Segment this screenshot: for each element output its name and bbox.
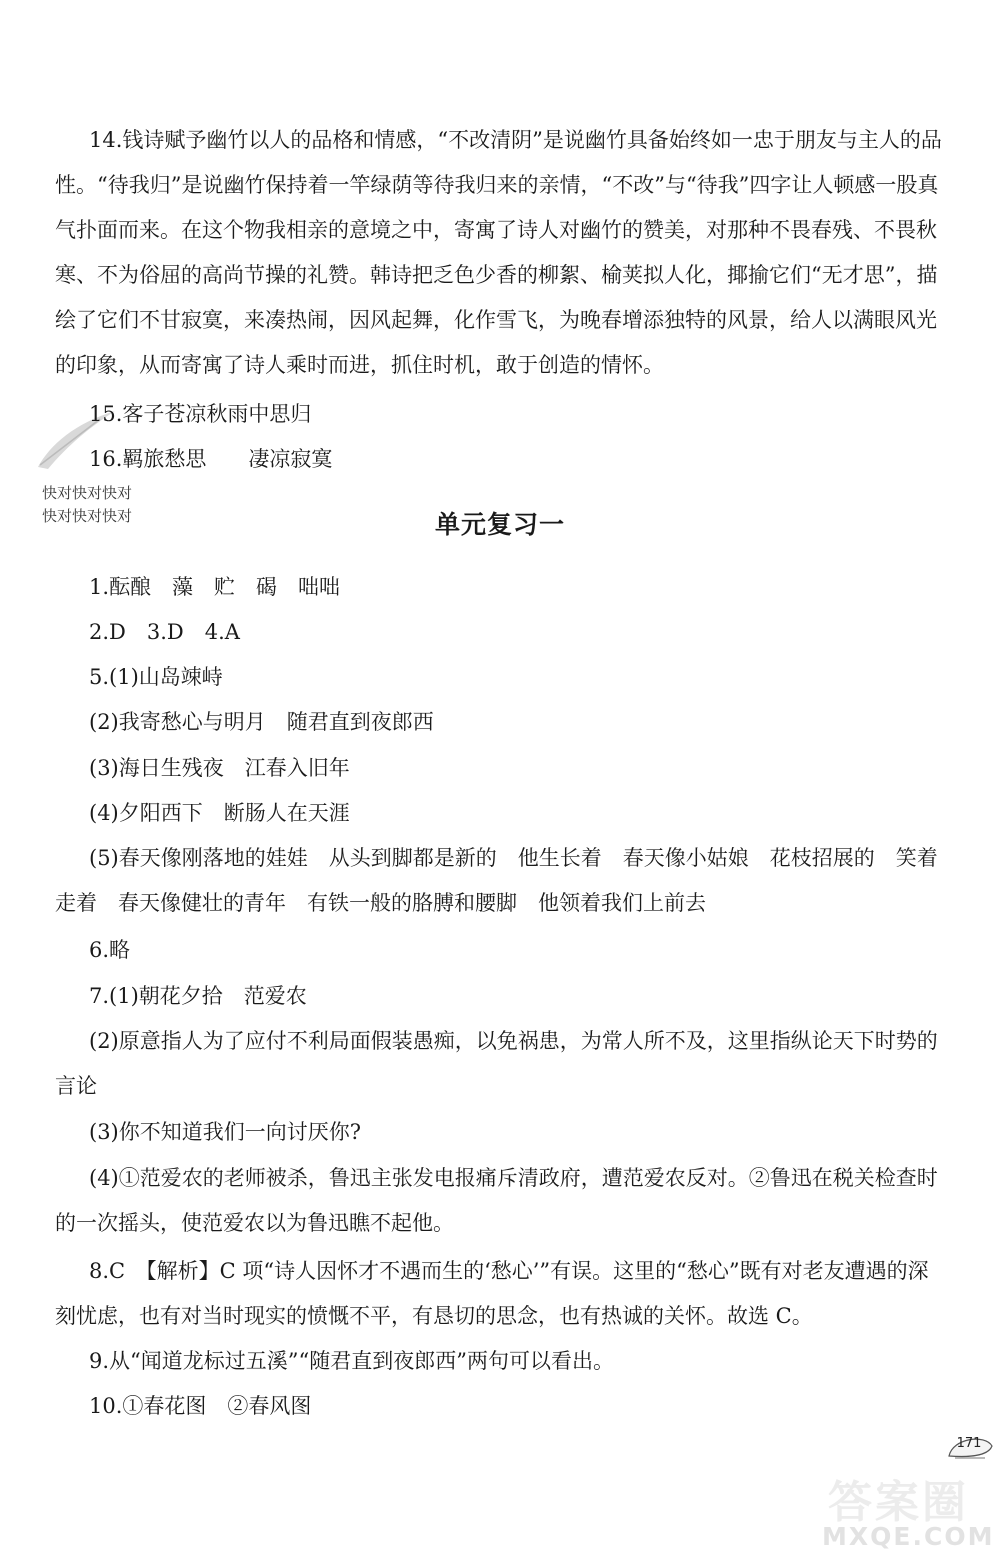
answer-7-2: (2)原意指人为了应付不利局面假装愚痴，以免祸患，为常人所不及，这里指纵论天下时势的言论 [55, 1029, 938, 1098]
section-title: 单元复习一 [434, 510, 565, 539]
answer-7-1: 7.(1)朝花夕拾 范爱农 [89, 984, 307, 1008]
answer-6: 6.略 [89, 938, 131, 962]
url-watermark: MXQE.COM [822, 1522, 995, 1551]
answer-5-2: (2)我寄愁心与明月 随君直到夜郎西 [89, 710, 434, 734]
answer-10: 10.①春花图 ②春风图 [89, 1394, 312, 1418]
answer-7-4: (4)①范爱农的老师被杀，鲁迅主张发电报痛斥清政府，遭范爱农反对。②鲁迅在税关检查时的一次摇头，使范爱农以为鲁迅瞧不起他。 [55, 1166, 938, 1235]
answer-8: 8.C 【解析】C 项“诗人因怀才不遇而生的‘愁心’”有误。这里的“愁心”既有对老友遭遇的深刻忧虑，也有对当时现实的愤慨不平，有恳切的思念，也有热诚的关怀。故选 C。 [55, 1259, 929, 1328]
answer-14: 14.钱诗赋予幽竹以人的品格和情感，“不改清阴”是说幽竹具备始终如一忠于朋友与主人的品性。“待我归”是说幽竹保持着一竿绿荫等待我归来的亲情，“不改”与“待我”四字让人顿感一股真气扑面而来。在这个物我相亲的意境之中，寄寓了诗人对幽竹的赞美，对那种不畏春残、不畏秋寒、不为俗屈的高尚节操的礼赞。韩诗把乏色少香的柳絮、榆荚拟人化，揶揄它们“无才思”，描绘了它们不甘寂寞，来凑热闹，因风起舞，化作雪飞，为晚春增添独特的风景，给人以满眼风光的印象，从而寄寓了诗人乘时而进，抓住时机，敢于创造的情怀。 [55, 128, 942, 377]
answer-5-3: (3)海日生残夜 江春入旧年 [89, 756, 350, 780]
side-watermark-line: 快对快对快对 [42, 507, 133, 525]
answer-1: 1.酝酿 藻 贮 碣 咄咄 [89, 575, 341, 599]
side-watermark-line: 快对快对快对 [42, 484, 133, 502]
answer-5-1: 5.(1)山岛竦峙 [89, 665, 223, 689]
answer-5-5: (5)春天像刚落地的娃娃 从头到脚都是新的 他生长着 春天像小姑娘 花枝招展的 笑着 走着 春天像健壮的青年 有铁一般的胳膊和腰脚 他领着我们上前去 [55, 846, 959, 915]
page-number: 171 [956, 1436, 982, 1451]
brand-watermark: 答案圈 [828, 1477, 969, 1528]
answer-16: 16.羁旅愁思 凄凉寂寞 [89, 447, 333, 471]
answer-7-3: (3)你不知道我们一向讨厌你? [89, 1120, 362, 1144]
answer-9: 9.从“闻道龙标过五溪”“随君直到夜郎西”两句可以看出。 [89, 1349, 614, 1373]
answer-5-4: (4)夕阳西下 断肠人在天涯 [89, 801, 350, 825]
answer-2-4: 2.D 3.D 4.A [89, 620, 240, 644]
answer-15: 15.客子苍凉秋雨中思归 [89, 402, 312, 426]
